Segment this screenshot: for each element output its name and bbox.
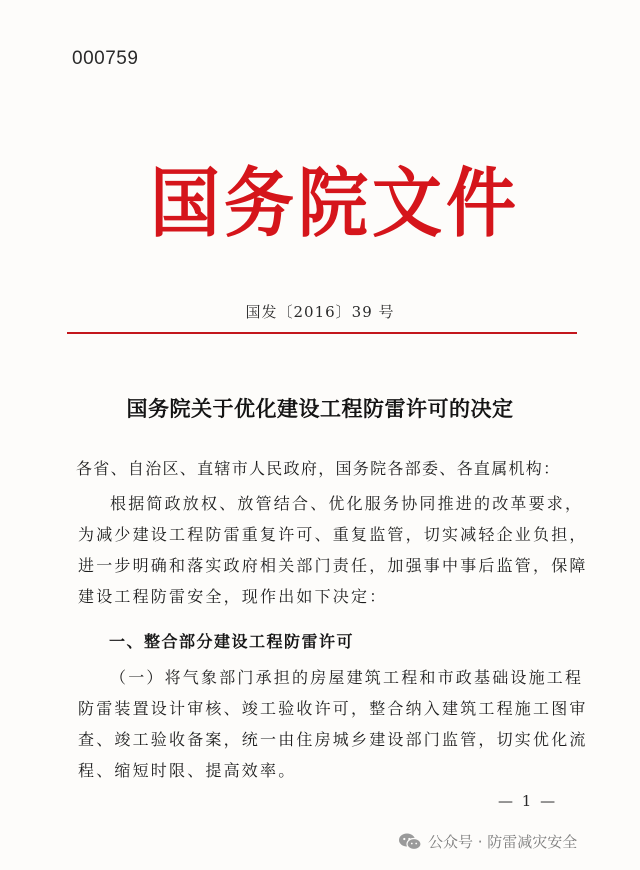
watermark-text: 公众号 · 防雷减灾安全 <box>428 833 578 851</box>
section-heading-1: 一、整合部分建设工程防雷许可 <box>109 632 355 651</box>
decision-title: 国务院关于优化建设工程防雷许可的决定 <box>126 396 514 421</box>
salutation: 各省、自治区、直辖市人民政府，国务院各部委、各直属机构： <box>76 459 561 478</box>
wechat-icon <box>398 832 422 852</box>
document-masthead: 国务院文件 <box>150 159 520 248</box>
document-serial-number: 000759 <box>72 48 139 69</box>
wechat-watermark <box>398 831 577 852</box>
paragraph-section-1-item-1: （一）将气象部门承担的房屋建筑工程和市政基础设施工程防雷装置设计审核、竣工验收许可，整合纳入建筑工程施工图审查、竣工验收备案，统一由住房城乡建设部门监管，切实优化流程、缩短时限、提高效率。 <box>78 668 588 780</box>
paragraph-intro: 根据简政放权、放管结合、优化服务协同推进的改革要求，为减少建设工程防雷重复许可、重复监管，切实减轻企业负担，进一步明确和落实政府相关部门责任，加强事中事后监管，保障建设工程防雷安全，现作出如下决定： <box>78 494 588 606</box>
issue-number: 国发〔2016〕39 号 <box>245 303 395 321</box>
red-divider-line <box>67 332 577 334</box>
page-number: — 1 — <box>498 792 558 810</box>
